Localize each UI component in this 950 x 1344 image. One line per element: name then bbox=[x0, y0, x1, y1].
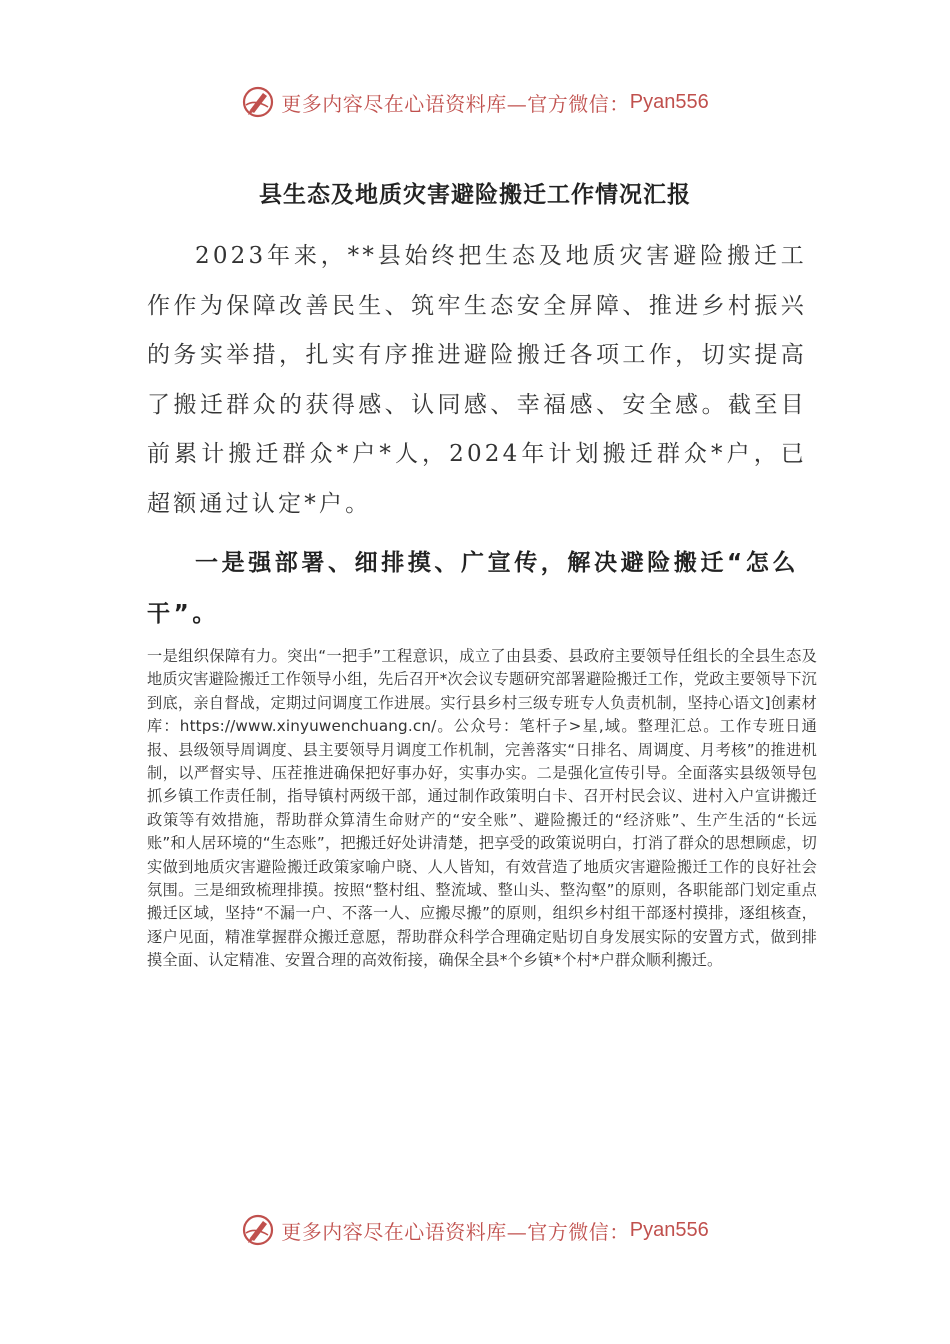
header-banner bbox=[0, 82, 950, 122]
intro-paragraph: 2023年来，**县始终把生态及地质灾害避险搬迁工作作为保障改善民生、筑牢生态安全屏障、推进乡村振兴的务实举措，扎实有序推进避险搬迁各项工作，切实提高了搬迁群众的获得感、认同感、幸福感、安全感。截至目前累计搬迁群众*户*人，2024年计划搬迁群众*户，已超额通过认定*户。 bbox=[147, 243, 807, 517]
document-title: 县生态及地质灾害避险搬迁工作情况汇报 bbox=[259, 182, 691, 208]
footer-banner bbox=[0, 1210, 950, 1250]
section-heading: 一是强部署、细排摸、广宣传，解决避险搬迁“怎么干”。 bbox=[147, 550, 799, 627]
header-banner-text: 更多内容尽在心语资料库—官方微信： bbox=[281, 91, 630, 116]
pen-nib-logo-icon bbox=[241, 85, 275, 119]
footer-banner-text: 更多内容尽在心语资料库—官方微信： bbox=[281, 1219, 630, 1244]
pen-nib-logo-icon bbox=[241, 1213, 275, 1247]
body-paragraph: 一是组织保障有力。突出“一把手”工程意识，成立了由县委、县政府主要领导任组长的全县生态及地质灾害避险搬迁工作领导小组，先后召开*次会议专题研究部署避险搬迁工作，党政主要领导下沉到底，亲自督战，定期过问调度工作进展。实行县乡村三级专班专人负责机制，坚持心语文]创素材库：https://www.xinyuwenchuang.cn/。公众号：笔杆子>星,域。整理汇总。工作专班日通报、县级领导周调度、县主要领导月调度工作机制，完善落实“日排名、周调度、月考核”的推进机制，以严督实导、压茬推进确保把好事办好，实事办实。二是强化宣传引导。全面落实县级领导包抓乡镇工作责任制，指导镇村两级干部，通过制作政策明白卡、召开村民会议、进村入户宣讲搬迁政策等有效措施，帮助群众算清生命财产的“安全账”、避险搬迁的“经济账”、生产生活的“长远账”和人居环境的“生态账”，把搬迁好处讲清楚，把享受的政策说明白，打消了群众的思想顾虑，切实做到地质灾害避险搬迁政策家喻户晓、人人皆知，有效营造了地质灾害避险搬迁工作的良好社会氛围。三是细致梳理排摸。按照“整村组、整流域、整山头、整沟壑”的原则，各职能部门划定重点搬迁区域，坚持“不漏一户、不落一人、应搬尽搬”的原则，组织乡村组干部逐村摸排，逐组核查，逐户见面，精准掌握群众搬迁意愿，帮助群众科学合理确定贴切自身发展实际的安置方式，做到排摸全面、认定精准、安置合理的高效衔接，确保全县*个乡镇*个村*户群众顺利搬迁。 bbox=[147, 647, 817, 970]
header-wechat-id: Pyan556 bbox=[629, 90, 709, 113]
footer-wechat-id: Pyan556 bbox=[629, 1218, 709, 1241]
